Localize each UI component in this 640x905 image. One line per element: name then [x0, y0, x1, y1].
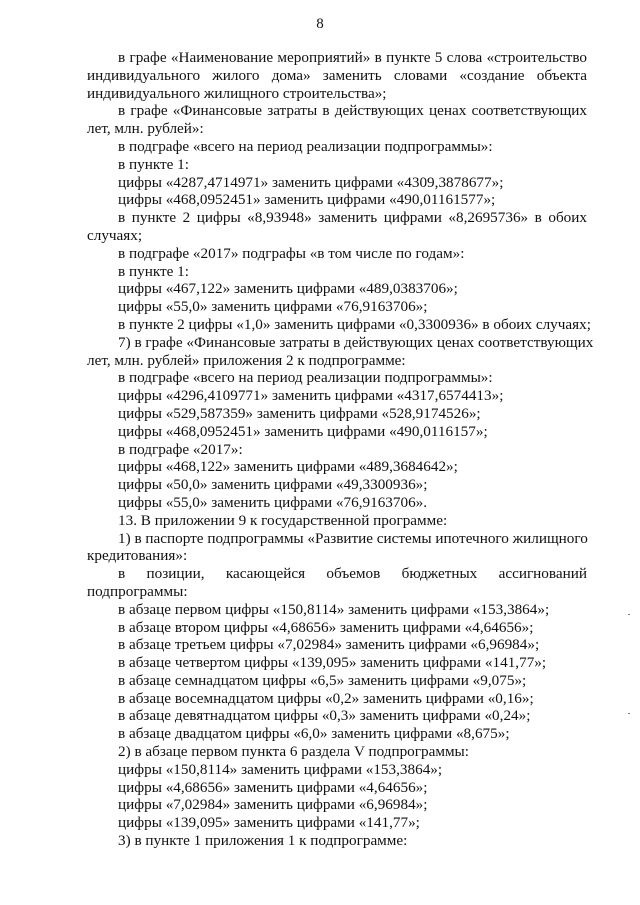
text-line: в подграфе «2017»:: [118, 440, 243, 458]
text-line: 3) в пункте 1 приложения 1 к подпрограмме:: [118, 832, 408, 850]
text-line: в подграфе «2017» подграфы «в том числе по годам»:: [118, 244, 465, 262]
text-line: в пункте 1:: [118, 155, 189, 173]
text-line: цифры «4287,4714971» заменить цифрами «4309,3878677»;: [118, 173, 504, 191]
scan-mark: [628, 614, 630, 615]
text-line: в абзаце восемнадцатом цифры «0,2» заменить цифрами «0,16»;: [118, 689, 534, 707]
text-line: цифры «4,68656» заменить цифрами «4,64656»;: [118, 778, 428, 796]
text-line: индивидуального жилищного строительства»;: [87, 84, 387, 102]
text-line: цифры «55,0» заменить цифрами «76,9163706»;: [118, 298, 428, 316]
document-body: [87, 49, 594, 850]
text-line: 1) в паспорте подпрограммы «Развитие системы ипотечного жилищного: [118, 529, 588, 547]
text-line: цифры «139,095» заменить цифрами «141,77»;: [118, 814, 420, 832]
text-line: в абзаце двадцатом цифры «6,0» заменить цифрами «8,675»;: [118, 725, 510, 743]
text-line: в пункте 2 цифры «1,0» заменить цифрами «0,3300936» в обоих случаях;: [118, 315, 591, 333]
text-line: в абзаце четвертом цифры «139,095» заменить цифрами «141,77»;: [118, 654, 547, 672]
text-line: 2) в абзаце первом пункта 6 раздела V подпрограммы:: [118, 743, 469, 761]
text-line: в подграфе «всего на период реализации подпрограммы»:: [118, 137, 493, 155]
text-line: лет, млн. рублей»:: [87, 120, 204, 138]
text-line: цифры «529,587359» заменить цифрами «528,9174526»;: [118, 404, 481, 422]
text-line: в абзаце девятнадцатом цифры «0,3» заменить цифрами «0,24»;: [118, 707, 531, 725]
text-line: 13. В приложении 9 к государственной программе:: [118, 511, 448, 529]
text-line: цифры «467,122» заменить цифрами «489,0383706»;: [118, 280, 458, 298]
text-line: в пункте 2 цифры «8,93948» заменить цифрами «8,2695736» в обоих: [118, 209, 587, 227]
text-line: случаях;: [87, 226, 143, 244]
text-line: в графе «Финансовые затраты в действующих ценах соответствующих: [118, 102, 587, 120]
text-line: цифры «150,8114» заменить цифрами «153,3864»;: [118, 760, 443, 778]
text-line: цифры «7,02984» заменить цифрами «6,96984»;: [118, 796, 428, 814]
text-line: в пункте 1:: [118, 262, 189, 280]
text-line: подпрограммы:: [87, 582, 188, 600]
text-line: цифры «468,122» заменить цифрами «489,3684642»;: [118, 458, 458, 476]
text-line: индивидуального жилого дома» заменить словами «создание объекта: [87, 66, 587, 84]
text-line: цифры «468,0952451» заменить цифрами «490,01161577»;: [118, 191, 496, 209]
text-line: цифры «4296,4109771» заменить цифрами «4317,6574413»;: [118, 387, 504, 405]
text-line: в позиции, касающейся объемов бюджетных ассигнований: [118, 565, 587, 583]
text-line: в абзаце третьем цифры «7,02984» заменить цифрами «6,96984»;: [118, 636, 540, 654]
page-number: 8: [316, 16, 324, 32]
text-line: в абзаце семнадцатом цифры «6,5» заменить цифрами «9,075»;: [118, 671, 527, 689]
text-line: в графе «Наименование мероприятий» в пункте 5 слова «строительство: [118, 49, 587, 66]
text-line: цифры «55,0» заменить цифрами «76,9163706».: [118, 493, 428, 511]
text-line: лет, млн. рублей» приложения 2 к подпрограмме:: [87, 351, 406, 369]
text-line: цифры «50,0» заменить цифрами «49,3300936»;: [118, 476, 428, 494]
text-line: в подграфе «всего на период реализации подпрограммы»:: [118, 369, 493, 387]
text-line: кредитования»:: [87, 547, 188, 565]
text-line: в абзаце втором цифры «4,68656» заменить цифрами «4,64656»;: [118, 618, 534, 636]
scan-mark: [628, 713, 630, 714]
text-line: цифры «468,0952451» заменить цифрами «490,0116157»;: [118, 422, 488, 440]
text-line: 7) в графе «Финансовые затраты в действующих ценах соответствующих: [118, 333, 594, 351]
text-line: в абзаце первом цифры «150,8114» заменить цифрами «153,3864»;: [118, 600, 550, 618]
